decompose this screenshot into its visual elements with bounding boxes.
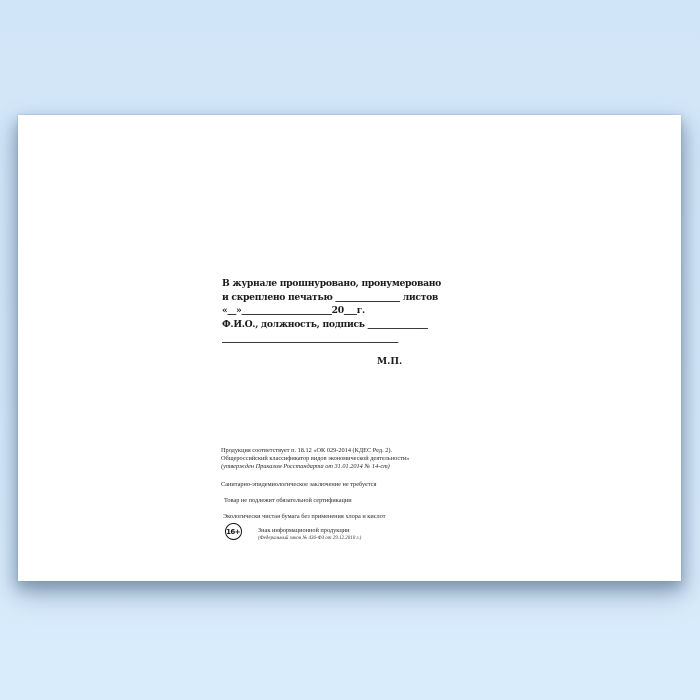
age-rating-text: 16+: [226, 527, 240, 536]
age-rating-badge: [225, 523, 242, 540]
okved-compliance-line-1: Продукция соответствует п. 18.12 «ОК 029-2014 (КДЕС Ред. 2).: [221, 447, 393, 454]
binding-statement-line-4: Ф.И.О., должность, подпись ______________: [222, 319, 428, 331]
seal-place-mark: М.П.: [377, 356, 403, 367]
binding-statement-line-3: «__»_____________________20___г.: [222, 305, 365, 317]
okved-compliance-line-2: Общероссийский классификатор видов экономической деятельности»: [221, 455, 410, 462]
binding-statement-line-5: _________________________________________: [222, 332, 399, 344]
okved-compliance-line-3: (утвержден Приказом Росстандарта от 31.01.2014 № 14-ст): [221, 463, 390, 470]
binding-statement-line-1: В журнале прошнуровано, пронумеровано: [222, 278, 441, 289]
binding-statement-line-2: и скреплено печатью _______________ листов: [222, 291, 439, 303]
binding-statement: [222, 277, 441, 346]
sanitary-note: Санитарно-эпидемиологическое заключение не требуется: [221, 481, 377, 488]
eco-paper-note: Экологически чистая бумага без применения хлора и кислот: [223, 513, 386, 520]
journal-back-sheet: [18, 115, 681, 581]
compliance-block: [221, 447, 481, 552]
info-product-sign-label: Знак информационной продукции: [258, 527, 350, 534]
info-product-law-note: (Федеральный закон № 436-ФЗ от 29.12.2010 г.): [258, 536, 362, 541]
certification-note: Товар не подлежит обязательной сертификации: [224, 497, 352, 504]
